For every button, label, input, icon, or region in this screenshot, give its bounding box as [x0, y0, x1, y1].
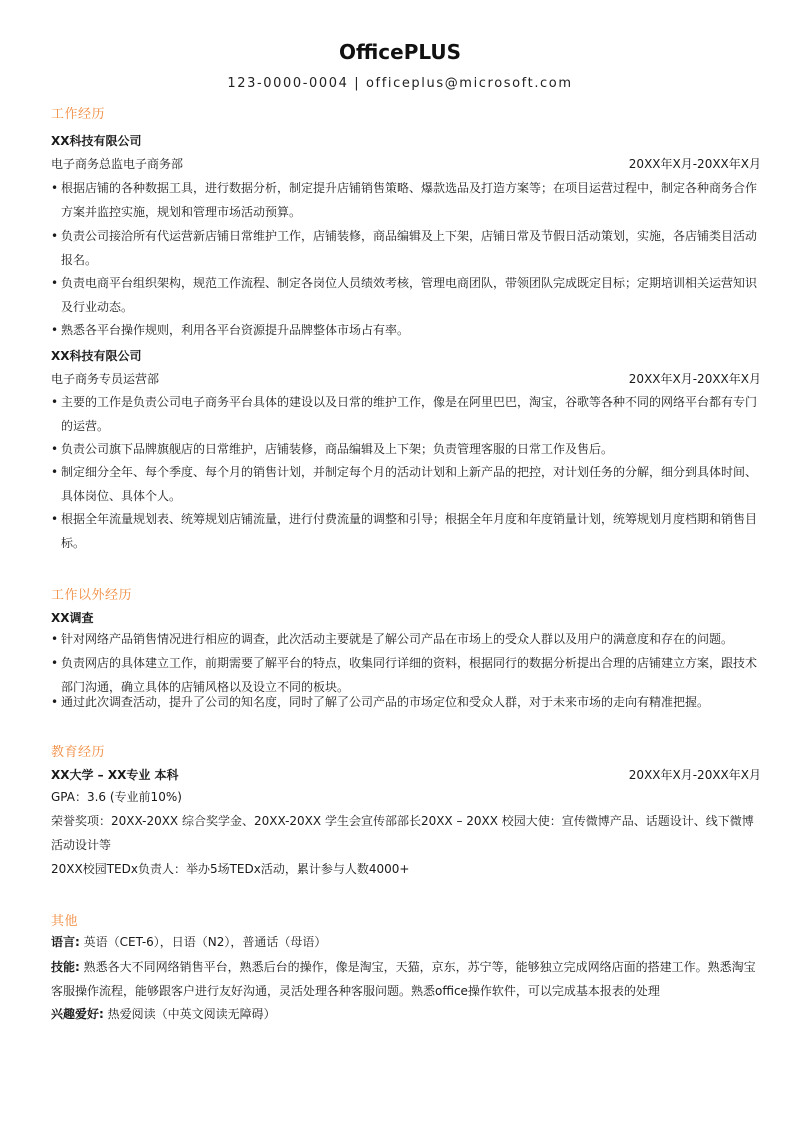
- section-title-extra: 工作以外经历: [51, 588, 133, 603]
- other-hobby: [51, 1002, 765, 1026]
- job-role: 电子商务专员运营部: [51, 372, 160, 386]
- job-role: 电子商务总监电子商务部: [51, 157, 184, 171]
- extra-bullet: • 负责网店的具体建立工作，前期需要了解平台的特点，收集同行详细的资料，根据同行的数据分析提出合理的店铺建立方案，跟技术部门沟通，确立具体的店铺风格以及设立不同的板块。: [51, 656, 758, 694]
- job-period: 20XX年X月-20XX年X月: [628, 157, 761, 171]
- job-bullet: • 根据店铺的各种数据工具，进行数据分析，制定提升店铺销售策略、爆款选品及打造方案等；在项目运营过程中，制定各种商务合作方案并监控实施，规划和管理市场活动预算。: [51, 181, 758, 219]
- other-language: [51, 930, 765, 954]
- skills-label: 技能:: [51, 960, 80, 974]
- language-value: 英语（CET-6），日语（N2），普通话（母语）: [83, 935, 327, 949]
- job-bullet: • 负责电商平台组织架构，规范工作流程、制定各岗位人员绩效考核，管理电商团队，带领团队完成既定目标；定期培训相关运营知识及行业动态。: [51, 276, 758, 314]
- hobby-label: 兴趣爱好:: [51, 1007, 104, 1021]
- contact-line: 123-0000-0004 | officeplus@microsoft.com: [227, 76, 573, 91]
- job-role-row: [51, 371, 761, 387]
- section-title-other: 其他: [51, 914, 79, 929]
- job-company: XX科技有限公司: [51, 134, 142, 148]
- education-period: 20XX年X月-20XX年X月: [628, 768, 761, 782]
- skills-value: 熟悉各大不同网络销售平台，熟悉后台的操作，像是淘宝，天猫，京东，苏宁等，能够独立完成网络店面的搭建工作。熟悉淘宝客服操作流程，能够跟客户进行友好沟通，灵活处理各种客服问题。熟悉office操作软件，可以完成基本报表的处理: [51, 960, 756, 998]
- job-bullet: • 熟悉各平台操作规则，利用各平台资源提升品牌整体市场占有率。: [51, 323, 410, 337]
- education-honors: 荣誉奖项：20XX-20XX 综合奖学金、20XX-20XX 学生会宣传部部长20XX – 20XX 校园大使：宣传微博产品、话题设计、线下微博活动设计等: [51, 814, 754, 852]
- job-bullet: • 负责公司旗下品牌旗舰店的日常维护，店铺装修，商品编辑及上下架；负责管理客服的日常工作及售后。: [51, 442, 614, 456]
- section-title-education: 教育经历: [51, 745, 106, 760]
- education-row: [51, 767, 761, 783]
- job-role-row: [51, 156, 761, 172]
- job-bullet: • 主要的工作是负责公司电子商务平台具体的建设以及日常的维护工作，像是在阿里巴巴，淘宝，谷歌等各种不同的网络平台都有专门的运营。: [51, 395, 758, 433]
- job-bullet: • 制定细分全年、每个季度、每个月的销售计划，并制定每个月的活动计划和上新产品的把控，对计划任务的分解，细分到具体时间、具体岗位、具体个人。: [51, 465, 758, 503]
- section-title-work: 工作经历: [51, 107, 106, 122]
- education-gpa: GPA：3.6 (专业前10%): [51, 790, 182, 804]
- job-company: XX科技有限公司: [51, 349, 142, 363]
- job-bullet: • 根据全年流量规划表、统筹规划店铺流量，进行付费流量的调整和引导；根据全年月度和年度销量计划，统筹规划月度档期和销售目标。: [51, 512, 758, 550]
- job-bullet: • 负责公司接洽所有代运营新店铺日常维护工作，店铺装修，商品编辑及上下架，店铺日常及节假日活动策划，实施，各店铺类目活动报名。: [51, 229, 758, 267]
- education-tedx: 20XX校园TEDx负责人：举办5场TEDx活动，累计参与人数4000+: [51, 862, 410, 876]
- job-period: 20XX年X月-20XX年X月: [628, 372, 761, 386]
- extra-heading: XX调查: [51, 611, 94, 625]
- education-school: XX大学 – XX专业 本科: [51, 768, 179, 782]
- language-label: 语言:: [51, 935, 80, 949]
- extra-bullet: • 通过此次调查活动，提升了公司的知名度，同时了解了公司产品的市场定位和受众人群，对于未来市场的走向有精准把握。: [51, 695, 710, 709]
- candidate-name: OfficePLUS: [338, 40, 462, 64]
- hobby-value: 热爱阅读（中英文阅读无障碍）: [107, 1007, 276, 1021]
- other-skills: [51, 955, 765, 1003]
- extra-bullet: • 针对网络产品销售情况进行相应的调查，此次活动主要就是了解公司产品在市场上的受众人群以及用户的满意度和存在的问题。: [51, 632, 734, 646]
